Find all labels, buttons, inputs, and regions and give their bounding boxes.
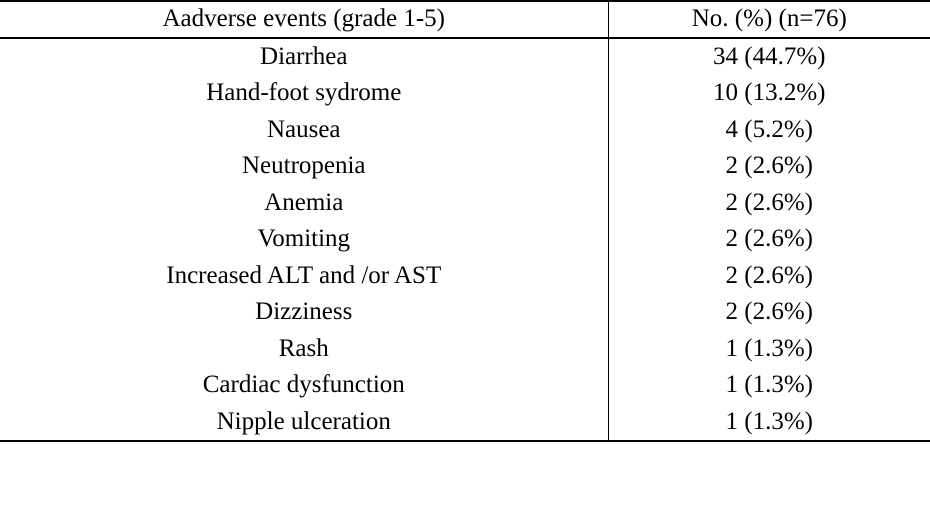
cell-event-count <box>608 148 930 185</box>
cell-event-name-text: Anemia <box>264 188 344 216</box>
cell-event-count-text: 34 (44.7%) <box>713 42 826 70</box>
table-row <box>0 148 930 185</box>
table-row <box>0 112 930 149</box>
cell-event-count <box>608 185 930 222</box>
cell-event-count <box>608 404 930 442</box>
cell-event-count-text: 2 (2.6%) <box>725 188 813 216</box>
table-body <box>0 38 930 442</box>
cell-event-name-text: Neutropenia <box>241 152 366 179</box>
cell-event-name <box>0 294 608 331</box>
cell-event-name-text: Diarrhea <box>260 42 348 70</box>
column-header-number-percent <box>608 1 930 38</box>
cell-event-name <box>0 221 608 258</box>
cell-event-count <box>608 75 930 112</box>
cell-event-name-text: Hand-foot sydrome <box>206 79 402 106</box>
cell-event-name <box>0 38 608 76</box>
cell-event-count-text: 1 (1.3%) <box>725 371 813 398</box>
cell-event-name <box>0 75 608 112</box>
cell-event-count-text: 1 (1.3%) <box>725 334 813 362</box>
cell-event-name <box>0 367 608 404</box>
cell-event-name <box>0 112 608 149</box>
table-row <box>0 75 930 112</box>
cell-event-name <box>0 331 608 368</box>
cell-event-name <box>0 148 608 185</box>
cell-event-name-text: Dizziness <box>255 298 353 325</box>
column-header-adverse-events-label: Aadverse events (grade 1-5) <box>162 5 445 32</box>
table-row <box>0 294 930 331</box>
cell-event-count <box>608 112 930 149</box>
cell-event-name-text: Nipple ulceration <box>216 407 391 435</box>
cell-event-count-text: 2 (2.6%) <box>725 225 813 252</box>
column-header-adverse-events <box>0 1 608 38</box>
column-header-number-percent-label: No. (%) (n=76) <box>691 5 847 32</box>
table-header-row <box>0 1 930 38</box>
table-row <box>0 258 930 295</box>
table-row <box>0 331 930 368</box>
table-row <box>0 185 930 222</box>
cell-event-name <box>0 404 608 442</box>
cell-event-count <box>608 221 930 258</box>
cell-event-count-text: 4 (5.2%) <box>725 115 813 143</box>
cell-event-count-text: 2 (2.6%) <box>725 152 813 179</box>
table-header <box>0 1 930 38</box>
cell-event-name-text: Vomiting <box>257 225 351 252</box>
table-row <box>0 221 930 258</box>
cell-event-count-text: 1 (1.3%) <box>725 407 813 435</box>
cell-event-count <box>608 38 930 76</box>
table-row <box>0 404 930 442</box>
cell-event-count-text: 2 (2.6%) <box>725 261 813 289</box>
cell-event-count <box>608 294 930 331</box>
cell-event-count-text: 2 (2.6%) <box>725 298 813 325</box>
cell-event-count <box>608 331 930 368</box>
cell-event-name-text: Cardiac dysfunction <box>202 371 405 398</box>
table-row <box>0 367 930 404</box>
cell-event-name-text: Nausea <box>266 115 341 143</box>
cell-event-name <box>0 185 608 222</box>
cell-event-count <box>608 367 930 404</box>
cell-event-name <box>0 258 608 295</box>
table-row <box>0 38 930 76</box>
cell-event-count <box>608 258 930 295</box>
cell-event-name-text: Increased ALT and /or AST <box>166 261 442 289</box>
cell-event-name-text: Rash <box>278 334 329 362</box>
cell-event-count-text: 10 (13.2%) <box>713 79 826 106</box>
